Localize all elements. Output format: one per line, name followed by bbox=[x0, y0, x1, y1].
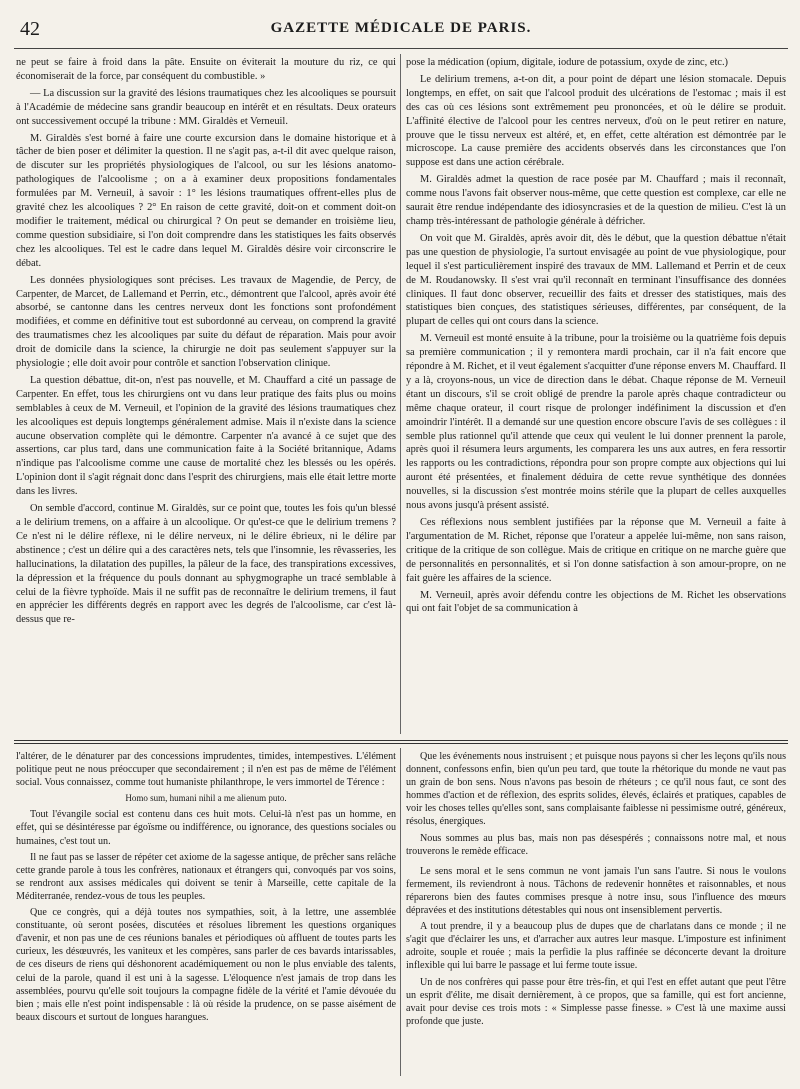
paragraph: ne peut se faire à froid dans la pâte. Ensuite on éviterait la mouture du riz, ce qui économiserait de la force, par conséquent du combustible. » bbox=[16, 57, 396, 82]
paragraph: Le sens moral et le sens commun ne vont jamais l'un sans l'autre. Si nous le voulons fermement, ils reviendront à nous. Tâchons de redevenir honnêtes et raisonnables, et nous réparerons bien des fautes commises presque à notre insu, sous l'influence des mœurs dépravées et des institutions détestables qui nous ont insensiblement pervertis. bbox=[406, 865, 786, 917]
paragraph: — La discussion sur la gravité des lésions traumatiques chez les alcooliques se poursuit à l'Académie de médecine sans grandir beaucoup en intérêt et en résultats. Deux orateurs ont successivement occupé la tribune : MM. Giraldès et Verneuil. bbox=[16, 87, 396, 127]
paragraph: A tout prendre, il y a beaucoup plus de dupes que de charlatans dans ce monde ; il ne s'agit que d'éclairer les uns, et d'arracher aux autres leur masque. L'imposture est infiniment adroite, souple et rouée ; mais la perfidie la plus raffinée se déconcerte devant la droiture inflexible qui lui barre le passage et lui ferme toute issue. bbox=[406, 921, 786, 972]
paragraph: Ces réflexions nous semblent justifiées par la réponse que M. Verneuil a faite à l'argumentation de M. Richet, réponse que l'orateur a appelée lui-même, non sans raison, critique de la critique de son collègue. Mais de critique en critique on ne marche guère que de personnalités en personnalités, et si l'on donne satisfaction à son amour-propre, on ne fait guère les affaires de la science. bbox=[406, 517, 786, 584]
paragraph: Un de nos confrères qui passe pour être très-fin, et qui l'est en effet autant que peut l'être un esprit d'élite, me disait dernièrement, à ce propos, que sa famille, qui est fort ancienne, avait pour devise ces trois mots : « Simplesse passe finesse. » C'est là une maxime aussi profonde que juste. bbox=[406, 976, 786, 1027]
section-separator bbox=[14, 740, 788, 744]
article-column-left bbox=[16, 56, 396, 732]
latin-quote: Homo sum, humani nihil a me alienum puto. bbox=[125, 793, 287, 804]
paragraph: M. Giraldès admet la question de race posée par M. Chauffard ; mais il reconnaît, comme nous l'avons fait observer nous-même, que cette question est complexe, car elle ne saurait être rendue indépendante des idiosyncrasies et de la question de milieu. C'est là un champ très-intéressant de pathologie générale à défricher. bbox=[406, 174, 786, 227]
paragraph: Il ne faut pas se lasser de répéter cet axiome de la sagesse antique, de prêcher sans relâche cette grande parole à tous les confrères, nationaux et étrangers qui, convoqués par vos soins, se rendront aux assises médicales qui doivent se tenir à Marseille, cette capitale de la Méditerranée, rendez-vous de tous les peuples. bbox=[16, 851, 396, 902]
article-column-right bbox=[406, 56, 786, 732]
paragraph: On semble d'accord, continue M. Giraldès, sur ce point que, toutes les fois qu'un blessé a le delirium tremens, on a affaire à un alcoolique. Or qu'est-ce que le delirium tremens ? Ce n'est ni le délire réflexe, ni le délire nerveux, ni le délire ébrieux, ni le délire par abstinence ; c'est un délire qui a des caractères nets, tels que l'insomnie, les rêvasseries, les hallucinations, la dilatation des pupilles, la pâleur de la face, des transpirations excessives, la dépression et la fréquence du pouls donnant au sphygmographe un tracé semblable à celui de la fièvre typhoïde. Mais il ne suffit pas de reconnaître le delirium tremens, il faut en apprécier les différents degrés en rapport avec les degrés de l'alcoolisme, car c'est là-dessus que re- bbox=[16, 503, 396, 626]
feuilleton-column-right bbox=[406, 750, 786, 1078]
paragraph: M. Verneuil, après avoir défendu contre les objections de M. Richet les observations qui ont fait l'objet de sa communication à bbox=[406, 589, 786, 615]
paragraph: Le delirium tremens, a-t-on dit, a pour point de départ une lésion stomacale. Depuis longtemps, en effet, on sait que l'alcool produit des ulcérations de l'estomac ; mais il est des cas où ces lésions sont extrêmement peu prononcées, et où le délire se produit. L'affinité élective de l'alcool pour les centres nerveux, d'où on le peut retirer en nature, prouve que le tissu nerveux est altéré, et, en effet, cette altération est démontrée par le microscope. La cause première des accidents observés dans les circonstances que l'on suppose est dans une action cérébrale. bbox=[406, 73, 786, 169]
paragraph: Que les événements nous instruisent ; et puisque nous payons si cher les leçons qu'ils nous donnent, confessons enfin, bien qu'un peu tard, que toute la rhétorique du monde ne vaut pas un grain de bon sens. Nous n'avons pas besoin de rhéteurs ; ce qu'il nous faut, ce sont des hommes d'action et de réflexion, des esprits solides, élevés, éclairés et pratiques, capables de voir les choses telles qu'elles sont, sans complaisante faiblesse ni pessimisme outré, généreux, résolus, énergiques. bbox=[406, 751, 786, 828]
paragraph: On voit que M. Giraldès, après avoir dit, dès le début, que la question débattue n'était pas une question de physiologie, l'a surtout envisagée au point de vue physiologique, pour lequel il s'est particulièrement inspiré des travaux de MM. Lallemand et Perrin et de ceux de M. Roudanowsky. Il s'est vrai qu'il reconnaît en terminant l'insuffisance des données cliniques. Il faut donc observer, recueillir des faits et dresser des statistiques, mais des statistiques bien conçues, des statistiques sérieuses, différentes, par conséquent, de la plupart de celles qui ont cours dans la science. bbox=[406, 232, 786, 328]
page-number: 42 bbox=[20, 18, 40, 40]
paragraph: M. Verneuil est monté ensuite à la tribune, pour la troisième ou la quatrième fois depuis sa première communication ; il y remontera mardi prochain, car il n'a fait encore que répondre à M. Richet, et il veut également s'acquitter d'une réponse envers M. Chauffard. Il y a là, croyons-nous, un vice de direction dans le débat. Chaque réponse de M. Verneuil étant un discours, s'il se croit obligé de prendre la parole après chaque contradicteur ou même chaque orateur, il court risque de prolonger indéfiniment la discussion et d'en amoindrir l'intérêt. Il a demandé sur une question encore obscure l'avis de ses collègues : il semble plus rationnel qu'il attende que ceux qui veulent le lui donner prennent la parole, après quoi il résumera leurs arguments, les comparera les uns aux autres, en fera ressortir les rapports ou les contradictions, répondra pour son propre compte aux objections qui lui auront été présentées, et finalement déduira de cette revue synthétique des données nouvelles, si la discussion s'est montrée moins stérile que la plupart de celles auxquelles nous avons jusqu'à présent assisté. bbox=[406, 333, 786, 512]
column-divider bbox=[400, 54, 401, 734]
newspaper-page bbox=[14, 8, 788, 1082]
paragraph: Nous sommes au plus bas, mais non pas désespérés ; connaissons notre mal, et nous trouverons le remède efficace. bbox=[406, 832, 786, 857]
page-header bbox=[14, 8, 788, 49]
feuilleton-column-left bbox=[16, 750, 396, 1078]
column-divider bbox=[400, 748, 401, 1076]
paragraph: Les données physiologiques sont précises. Les travaux de Magendie, de Percy, de Carpenter, de Marcet, de Lallemand et Perrin, etc., démontrent que l'alcool, après avoir été absorbé, se cantonne dans les centres nerveux dont les fonctions sont profondément modifiées, et comme en définitive tout est subordonné au cerveau, on comprend la gravité des traumatismes chez les alcooliques par suite du défaut de réparation. Mais pour avoir droit de domicile dans la science, la chirurgie ne doit pas seulement s'appuyer sur la physiologie ; elle doit avoir pour contrôle et sanction l'observation clinique. bbox=[16, 274, 396, 370]
paragraph: M. Giraldès s'est borné à faire une courte excursion dans le domaine historique et à tâcher de bien poser et délimiter la question. Il ne s'agit pas, a-t-il dit avec quelque raison, de discuter sur les propriétés physiologiques de l'alcool, ou sur les lésions anatomo-pathologiques de l'alcoolisme ; on a à examiner deux propositions fondamentales formulées par M. Verneuil, à savoir : 1° les lésions traumatiques offrent-elles plus de gravité chez les alcooliques ? 2° En raison de cette gravité, doit-on et comment doit-on modifier le traitement, médical ou chirurgical ? On peut se demander en troisième lieu, comme question subsidiaire, si l'on doit comprendre dans les statistiques les faits observés chez les alcooliques. Tel est le cadre dans lequel M. Giraldès désire voir circonscrire le débat. bbox=[16, 132, 396, 269]
paragraph: l'altérer, de le dénaturer par des concessions imprudentes, timides, intempestives. L'élément politique peut ne nous préoccuper que secondairement ; il n'en est pas de même de l'élément social. Vous connaissez, comme tout humaniste philanthrope, le vers immortel de Térence : bbox=[16, 751, 396, 789]
paragraph: La question débattue, dit-on, n'est pas nouvelle, et M. Chauffard a cité un passage de Carpenter. En effet, tous les chirurgiens ont vu dans leur pratique des faits plus ou moins semblables à ceux de M. Verneuil, et l'opinion de la gravité des lésions traumatiques chez les alcooliques est depuis longtemps généralement admise. Mais il n'existe dans la science aucune observation complète qui le démontre. Carpenter n'a avancé à ce sujet que des assertions, car plus tard, dans une communication faite à la Société britannique, Adams n'indique pas l'alcoolisme comme une cause de mortalité chez les blessés ou les opérés. L'opinion dont il s'agit régnait donc dans l'esprit des chirurgiens, mais elle était lettre morte dans les livres. bbox=[16, 374, 396, 498]
paragraph: Que ce congrès, qui a déjà toutes nos sympathies, soit, à la lettre, une assemblée constituante, où seront posées, discutées et résolues librement les questions organiques d'avenir, et non pas une de ces réunions banales et périodiques où affluent de toutes parts les curieux, les désœuvrés, les vaniteux et les compères, sans parler de ces bavards intarissables, de ces diseurs de riens qui déshonorent académiquement ou non le plus enviable des talents, celui de la parole, quand il est uni à la sagesse. L'éloquence n'est jamais de trop dans les assemblées, pourvu qu'elle soit toujours la compagne fidèle de la vérité et l'amie dévouée du bien ; mais elle n'est point indispensable : là où réside la prudence, on se passe aisément de beaux discours et surtout de longues harangues. bbox=[16, 907, 396, 1023]
running-title: GAZETTE MÉDICALE DE PARIS. bbox=[270, 20, 532, 36]
paragraph: pose la médication (opium, digitale, iodure de potassium, oxyde de zinc, etc.) bbox=[406, 57, 729, 68]
paragraph: Tout l'évangile social est contenu dans ces huit mots. Celui-là n'est pas un homme, en effet, qui se désintéresse par égoïsme ou indifférence, ou ignorance, des questions sociales ou humaines, c'est tout un. bbox=[16, 809, 396, 847]
